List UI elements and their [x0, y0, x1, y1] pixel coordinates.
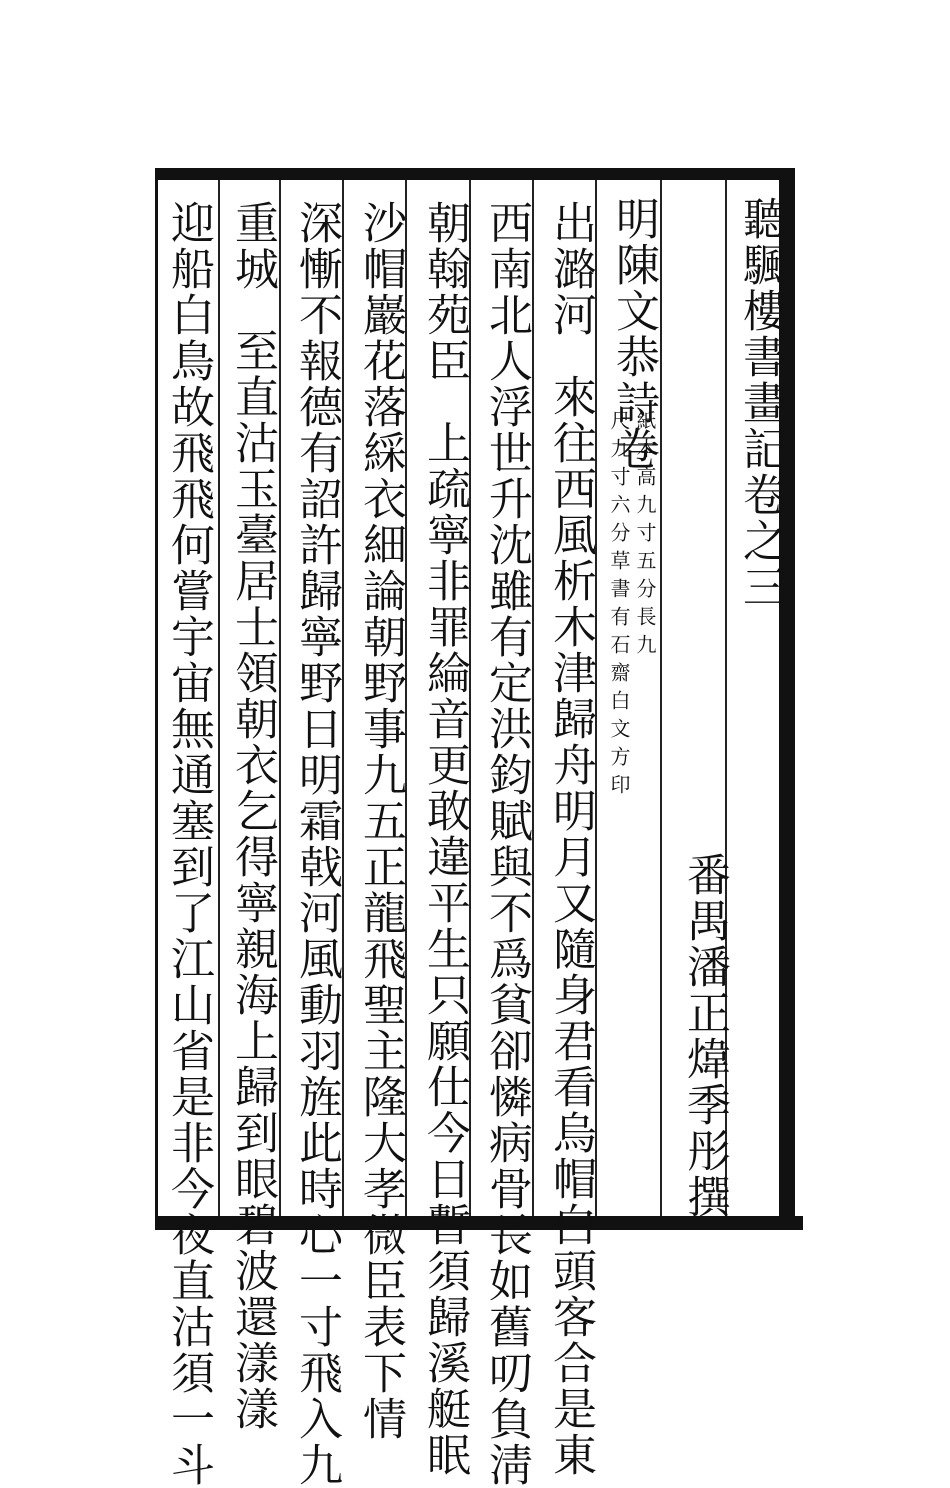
poem-column-7	[160, 200, 216, 1488]
frame-top-border	[155, 168, 795, 180]
poem-text: 來往西風析木津歸舟明月又隨身君看烏帽白頭客合是東	[545, 374, 596, 1478]
poem-column-2	[478, 200, 534, 1488]
poem-text: 深慚不報德有詔許歸寧野日明霜戟河風動羽旌此時心一寸飛入九	[291, 200, 342, 1488]
poem-text: 沙帽巖花落綵衣細論朝野事九五正龍飛聖主隆大孝微臣表下情	[355, 200, 406, 1442]
poem-column-1	[542, 200, 598, 1478]
poem-column-4	[352, 200, 408, 1442]
poem-text: 至直沽玉臺居士領朝衣乞得寧親海上歸到眼碧波還漾漾	[227, 328, 278, 1432]
entry-heading: 明陳文恭詩卷	[608, 196, 659, 472]
poem-column-6	[224, 200, 280, 1432]
author-line: 番禺潘正煒季彤撰	[679, 852, 730, 1220]
poem-text: 西南北人浮世升沈雖有定洪鈞賦與不爲貧卻憐病骨長如舊叨負淸	[481, 200, 532, 1488]
poem-text-head: 朝翰苑臣	[419, 200, 470, 384]
poem-column-3	[416, 200, 472, 1478]
book-title: 聽颿樓書畫記卷之三	[735, 196, 786, 610]
entry-note-left: 尺九寸六分草書有石齋白文方印	[607, 410, 631, 802]
poem-text: 上疏寧非罪綸音更敢違平生只願仕今日暫須歸溪艇眠	[419, 420, 470, 1478]
poem-title: 重城	[227, 200, 278, 292]
poem-column-5	[288, 200, 344, 1488]
poem-text: 迎船白鳥故飛飛何嘗宇宙無通塞到了江山省是非今夜直沽須一斗	[163, 200, 214, 1488]
frame-left-border	[155, 168, 158, 1230]
poem-title: 出潞河	[545, 200, 596, 338]
column-rule	[218, 180, 220, 1216]
entry-note-right: 紙本高九寸五分長九	[633, 410, 657, 662]
